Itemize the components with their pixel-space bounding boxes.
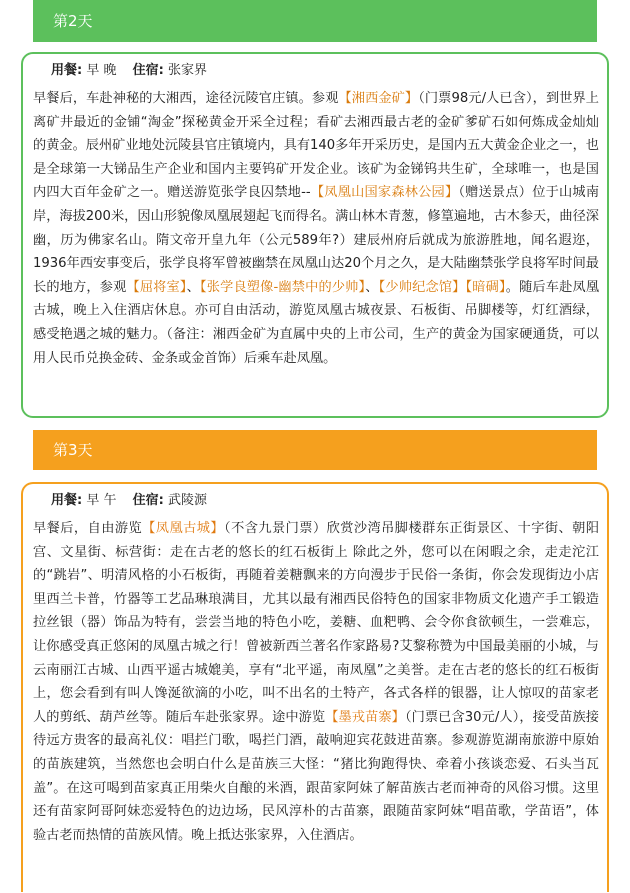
attraction-link[interactable]: 【屈将室】 xyxy=(126,279,187,295)
attraction-link[interactable]: 【湘西金矿】 xyxy=(338,91,419,106)
stay-label: 住宿: xyxy=(132,63,164,78)
meal-label: 用餐: xyxy=(51,493,83,508)
attraction-link[interactable]: 【墨戎苗寨】 xyxy=(325,709,405,725)
attraction-link[interactable]: 【暗碉】 xyxy=(465,279,506,295)
day-2-title: 第2天 xyxy=(53,11,93,30)
text-segment: （不含九景门票）欣赏沙湾吊脚楼群东正街景区、十字街、朝阳宫、文星街、标营街：走在古老的悠长的红石板街上 除此之外，您可以在闲暇之余，走走沱江的“跳岩”、明清风格的小石板街，再随着姜糖飘来的方向漫步于民俗一条街，你会发现街边小店里西兰卡普，竹器等工艺品琳琅满目，尤其以最有湘西民俗特色的国家非物质文化遗产手工锻造拉丝银（器）饰品为特有，尝尝当地的特色小吃，姜糖、血粑鸭、会令你食欲顿生，一尝难忘，让你感受真正悠闲的凤凰古城之行！曾被新西兰著名作家路易?艾黎称赞为中国最美丽的小城，与云南丽江古城、山西平遥古城媲美，享有“北平遥，南凤凰”之美誉。走在古老的悠长的红石板街上，您会看到有叫人馋涎欲滴的小吃，叫不出名的土特产，各式各样的银器，让人惊叹的苗家老人的剪纸、葫芦丝等。随后车赴张家界。途中游览 xyxy=(33,521,600,725)
day-3-description xyxy=(33,517,599,847)
attraction-link[interactable]: 【张学良塑像-幽禁中的少帅】 xyxy=(200,279,366,295)
text-segment: （门票已含30元/人），接受苗族接待远方贵客的最高礼仪：唱拦门歌，喝拦门酒，敲响迎宾花鼓进苗寨。参观游览湖南旅游中原始的苗族建筑，当然您也会明白什么是苗族三大怪：“猪比狗跑得快、牵着小孩谈恋爱、石头当瓦盖”。在这可喝到苗家真正用柴火自酿的米酒，跟苗家阿妹了解苗族古老而神奇的风俗习惯。这里还有苗家阿哥阿妹恋爱特色的边边场，民风淳朴的古苗寨，跟随苗家阿妹“唱苗歌，学苗语”，体验古老而热情的苗族风情。晚上抵达张家界，入住酒店。 xyxy=(33,709,599,843)
stay-value: 武陵源 xyxy=(167,493,207,508)
day-3-card xyxy=(21,482,609,892)
day-2-header xyxy=(33,0,597,42)
text-segment: （赠送景点）位于山城南岸，海拔200米，因山形貌像凤凰展翅起飞而得名。满山林木青葱，修篁遍地，古木参天，曲径深幽，历为佛家名山。隋文帝开皇九年（公元589年?）建辰州府后就成为旅游胜地，闻名遐迩，1936年西安事变后，张学良将军曾被幽禁在凤凰山达20个月之久，是大陆幽禁张学良将军时间最长的地方，参观 xyxy=(33,185,600,295)
text-segment: 。随后车赴凤凰古城，晚上入住酒店休息。亦可自由活动，游览凤凰古城夜景、石板街、吊脚楼等，灯红酒绿，感受艳遇之城的魅力。（备注：湘西金矿为直属中央的上市公司，生产的黄金为国家硬通货，可以用人民币兑换金砖、金条或金首饰）后乘车赴凤凰。 xyxy=(33,279,600,366)
text-segment: 早餐后，自由游览 xyxy=(33,521,143,536)
day-3-title: 第3天 xyxy=(53,440,93,459)
stay-label: 住宿: xyxy=(132,493,164,508)
day-3-header xyxy=(33,430,597,470)
meal-value: 早 午 xyxy=(86,493,117,508)
day-2-meta xyxy=(33,60,599,84)
attraction-link[interactable]: 【凤凰山国家森林公园】 xyxy=(310,185,459,201)
text-segment: 早餐后，车赴神秘的大湘西，途径沅陵官庄镇。参观 xyxy=(33,91,339,106)
stay-value: 张家界 xyxy=(167,63,207,78)
text-segment: 、 xyxy=(186,279,200,295)
text-segment: （门票98元/人已含），到世界上离矿井最近的金铺“淘金”探秘黄金开采全过程；看矿去湘西最古老的金矿爹矿石如何炼成金灿灿的黄金。辰州矿业地处沅陵县官庄镇境内，具有140多年开采历史，是国内五大黄金企业之一，也是全球第一大锑品生产企业和国内主要钨矿开发企业。该矿为金锑钨共生矿，全球唯一，也是国内四大百年金矿之一。赠送游览张学良囚禁地-- xyxy=(33,91,599,201)
attraction-link[interactable]: 【少帅纪念馆】 xyxy=(378,279,466,295)
meal-value: 早 晚 xyxy=(86,63,117,78)
meal-label: 用餐: xyxy=(51,63,83,78)
day-3-meta xyxy=(33,490,599,514)
attraction-link[interactable]: 【凤凰古城】 xyxy=(142,521,225,536)
day-2-description xyxy=(33,87,599,370)
text-segment: 、 xyxy=(365,279,379,295)
day-2-card xyxy=(21,52,609,418)
